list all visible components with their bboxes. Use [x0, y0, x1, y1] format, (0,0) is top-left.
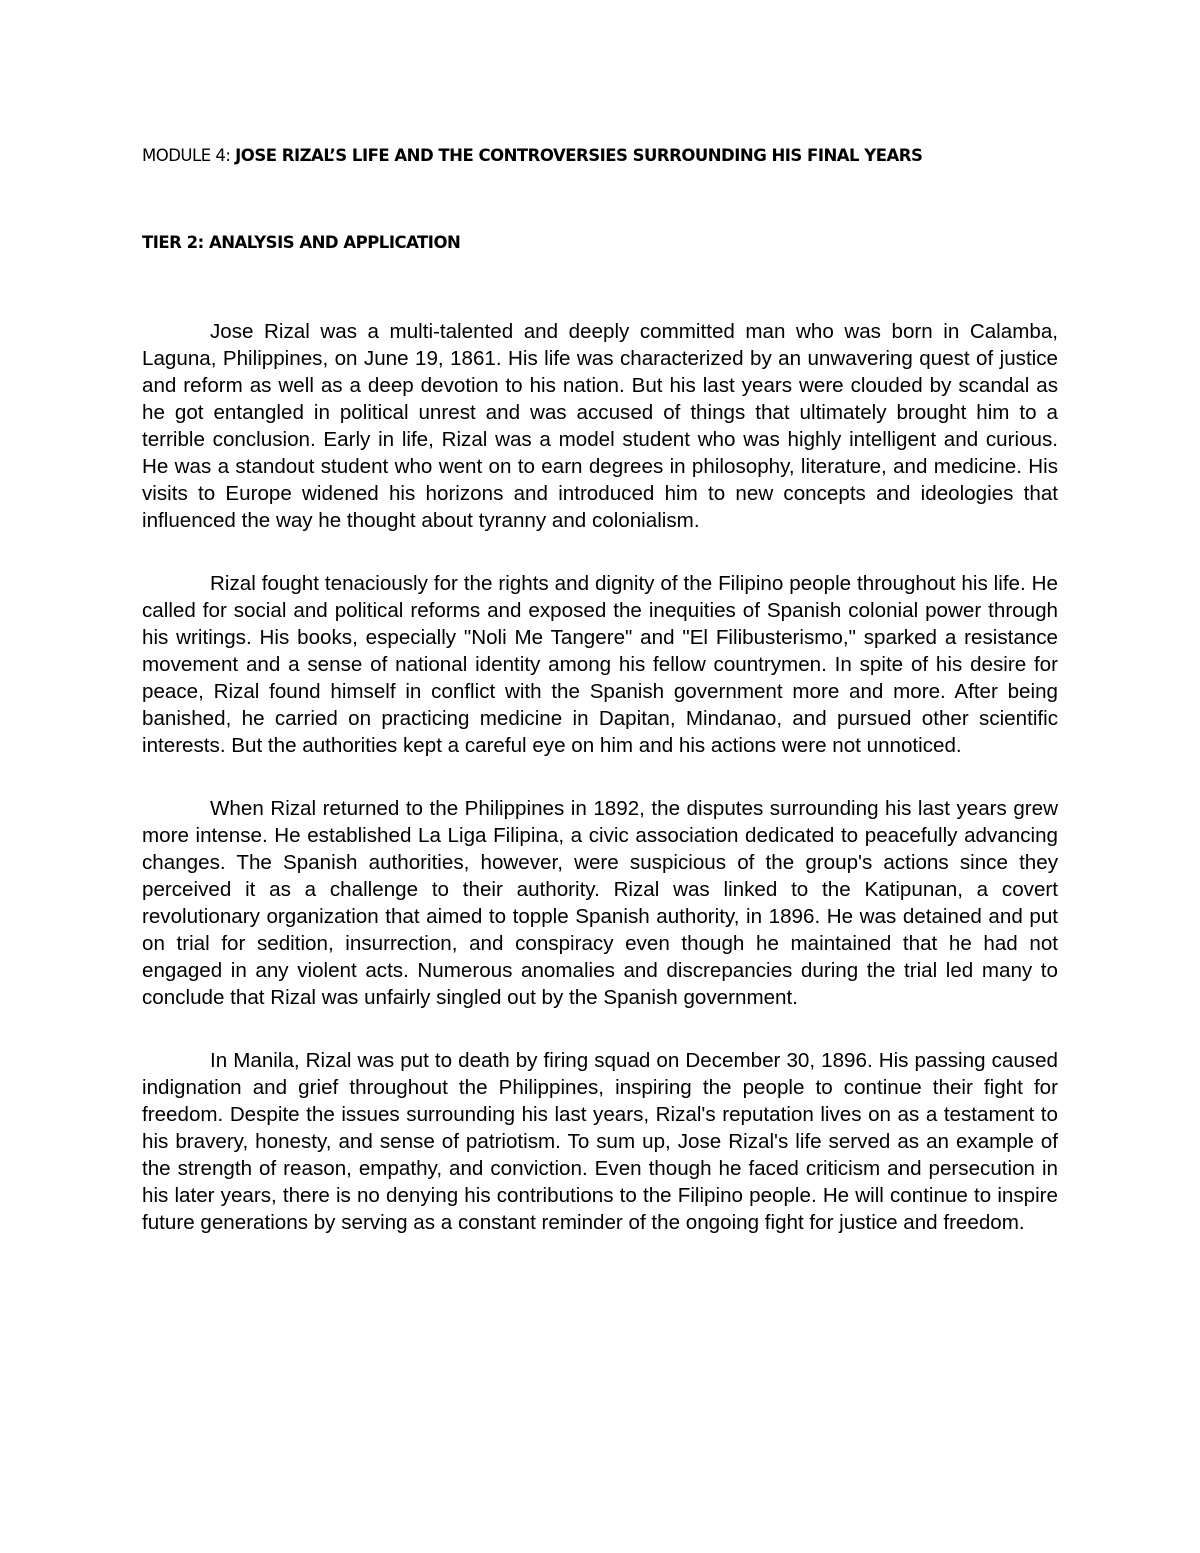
paragraph-3: When Rizal returned to the Philippines in 1892, the disputes surrounding his last years grew more intense. He established La Liga Filipina, a civic association dedicated to peacefully advancing changes. The Spanish authorities, however, were suspicious of the group's actions since they perceived it as a challenge to their authority. Rizal was linked to the Katipunan, a covert revolutionary organization that aimed to topple Spanish authority, in 1896. He was detained and put on trial for sedition, insurrection, and conspiracy even though he maintained that he had not engaged in any violent acts. Numerous anomalies and discrepancies during the trial led many to conclude that Rizal was unfairly singled out by the Spanish government. — [142, 797, 1058, 1009]
paragraph-4: In Manila, Rizal was put to death by firing squad on December 30, 1896. His passing caused indignation and grief throughout the Philippines, inspiring the people to continue their fight for freedom. Despite the issues surrounding his last years, Rizal's reputation lives on as a testament to his bravery, honesty, and sense of patriotism. To sum up, Jose Rizal's life served as an example of the strength of reason, empathy, and conviction. Even though he faced criticism and persecution in his later years, there is no denying his contributions to the Filipino people. He will continue to inspire future generations by serving as a constant reminder of the ongoing fight for justice and freedom. — [142, 1049, 1058, 1234]
paragraph-2: Rizal fought tenaciously for the rights and dignity of the Filipino people throughout his life. He called for social and political reforms and exposed the inequities of Spanish colonial power through his writings. His books, especially "Noli Me Tangere" and "El Filibusterismo," sparked a resistance movement and a sense of national identity among his fellow countrymen. In spite of his desire for peace, Rizal found himself in conflict with the Spanish government more and more. After being banished, he carried on practicing medicine in Dapitan, Mindanao, and pursued other scientific interests. But the authorities kept a careful eye on him and his actions were not unnoticed. — [142, 572, 1058, 757]
essay-body — [142, 318, 1058, 1272]
module-label: MODULE 4: — [142, 146, 236, 165]
module-title: JOSE RIZAL’S LIFE AND THE CONTROVERSIES SURROUNDING HIS FINAL YEARS — [235, 146, 923, 165]
tier-heading: TIER 2: ANALYSIS AND APPLICATION — [142, 233, 461, 252]
module-heading — [142, 144, 1102, 168]
paragraph-1: Jose Rizal was a multi-talented and deeply committed man who was born in Calamba, Laguna, Philippines, on June 19, 1861. His life was characterized by an unwavering quest of justice and reform as well as a deep devotion to his nation. But his last years were clouded by scandal as he got entangled in political unrest and was accused of things that ultimately brought him to a terrible conclusion. Early in life, Rizal was a model student who was highly intelligent and curious. He was a standout student who went on to earn degrees in philosophy, literature, and medicine. His visits to Europe widened his horizons and introduced him to new concepts and ideologies that influenced the way he thought about tyranny and colonialism. — [142, 320, 1058, 532]
